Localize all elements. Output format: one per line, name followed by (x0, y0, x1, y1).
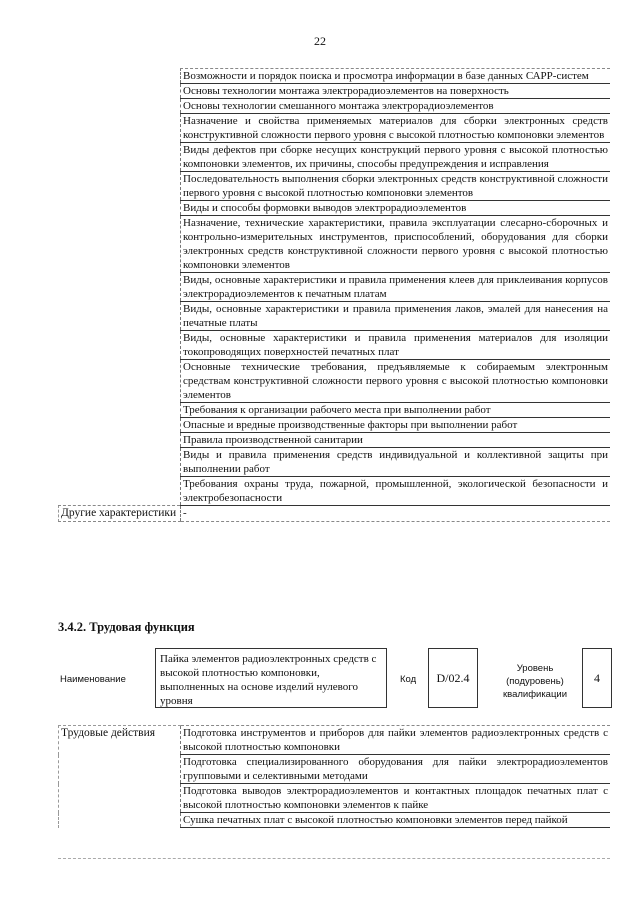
bottom-divider (58, 858, 610, 859)
requirement-row (59, 69, 611, 84)
requirement-text: Основы технологии монтажа электрорадиоэлементов на поверхность (181, 84, 611, 99)
other-characteristics-row (59, 506, 611, 522)
requirement-left-cell (59, 360, 181, 403)
requirement-row (59, 448, 611, 477)
requirement-left-cell (59, 403, 181, 418)
requirement-left-cell (59, 114, 181, 143)
requirement-left-cell (59, 418, 181, 433)
requirement-row (59, 216, 611, 273)
requirement-text: Виды, основные характеристики и правила применения материалов для изоляции токопроводящих поверхностей печатных плат (181, 331, 611, 360)
requirement-row (59, 477, 611, 506)
requirement-left-cell (59, 172, 181, 201)
other-characteristics-value: - (181, 506, 611, 522)
requirement-row (59, 172, 611, 201)
requirement-row (59, 302, 611, 331)
labor-action-text: Подготовка выводов электрорадиоэлементов и контактных площадок печатных плат с высокой плотностью компоновки элементов к пайке (181, 784, 611, 813)
qualification-level-label: Уровень (подуровень) квалификации (502, 663, 568, 700)
requirement-row (59, 403, 611, 418)
requirement-left-cell (59, 302, 181, 331)
requirement-text: Правила производственной санитарии (181, 433, 611, 448)
requirement-row (59, 418, 611, 433)
knowledge-requirements-table (58, 68, 610, 522)
requirement-row (59, 331, 611, 360)
labor-actions-table (58, 725, 610, 828)
name-label: Наименование (60, 674, 126, 685)
requirement-row (59, 99, 611, 114)
requirement-row (59, 433, 611, 448)
requirement-text: Назначение, технические характеристики, правила эксплуатации слесарно-сборочных и контрольно-измерительных инструментов, приспособлений, оборудования для сборки электронных средств конструктивной сложности первого уровня с высокой плотностью компоновки элементов (181, 216, 611, 273)
requirement-text: Последовательность выполнения сборки электронных средств конструктивной сложности первого уровня с высокой плотностью компоновки элементов (181, 172, 611, 201)
code-label: Код (400, 674, 417, 685)
requirement-left-cell (59, 477, 181, 506)
requirement-text: Опасные и вредные производственные факторы при выполнении работ (181, 418, 611, 433)
requirement-text: Основные технические требования, предъявляемые к собираемым электронным средствам конструктивной сложности первого уровня с высокой плотностью компоновки элементов (181, 360, 611, 403)
function-name-box: Пайка элементов радиоэлектронных средств с высокой плотностью компоновки, выполненных на основе изделий нулевого уровня (155, 648, 387, 708)
requirement-row (59, 143, 611, 172)
requirement-text: Возможности и порядок поиска и просмотра информации в базе данных САРР-систем (181, 69, 611, 84)
requirement-text: Назначение и свойства применяемых материалов для сборки электронных средств конструктивной сложности первого уровня с высокой плотностью компоновки элементов (181, 114, 611, 143)
function-code-box: D/02.4 (428, 648, 478, 708)
requirement-row (59, 360, 611, 403)
requirement-left-cell (59, 433, 181, 448)
qualification-level-box: 4 (582, 648, 612, 708)
requirement-text: Виды, основные характеристики и правила применения клеев для приклеивания корпусов электрорадиоэлементов к печатным платам (181, 273, 611, 302)
requirement-left-cell (59, 143, 181, 172)
requirement-text: Виды дефектов при сборке несущих конструкций первого уровня с высокой плотностью компоновки элементов, их причины, способы предупреждения и исправления (181, 143, 611, 172)
requirement-left-cell (59, 84, 181, 99)
requirement-left-cell (59, 448, 181, 477)
requirement-text: Виды и правила применения средств индивидуальной и коллективной защиты при выполнении работ (181, 448, 611, 477)
requirement-row (59, 273, 611, 302)
requirement-text: Виды и способы формовки выводов электрорадиоэлементов (181, 201, 611, 216)
section-heading: 3.4.2. Трудовая функция (58, 620, 195, 634)
requirement-left-cell (59, 69, 181, 84)
requirement-row (59, 84, 611, 99)
labor-action-text: Подготовка специализированного оборудования для пайки электрорадиоэлементов групповыми и селективными методами (181, 755, 611, 784)
requirement-left-cell (59, 99, 181, 114)
requirement-text: Основы технологии смешанного монтажа электрорадиоэлементов (181, 99, 611, 114)
requirement-row (59, 114, 611, 143)
requirement-left-cell (59, 201, 181, 216)
other-characteristics-label: Другие характеристики (59, 506, 181, 522)
requirement-left-cell (59, 331, 181, 360)
labor-action-row (59, 726, 611, 755)
requirement-text: Требования охраны труда, пожарной, промышленной, экологической безопасности и электробезопасности (181, 477, 611, 506)
requirement-text: Виды, основные характеристики и правила применения лаков, эмалей для нанесения на печатные платы (181, 302, 611, 331)
requirement-left-cell (59, 273, 181, 302)
page-number: 22 (314, 34, 326, 48)
requirement-left-cell (59, 216, 181, 273)
labor-action-text: Подготовка инструментов и приборов для пайки элементов радиоэлектронных средств с высокой плотностью компоновки (181, 726, 611, 755)
labor-actions-label: Трудовые действия (59, 726, 181, 828)
requirement-text: Требования к организации рабочего места при выполнении работ (181, 403, 611, 418)
requirement-row (59, 201, 611, 216)
labor-action-text: Сушка печатных плат с высокой плотностью компоновки элементов перед пайкой (181, 813, 611, 828)
